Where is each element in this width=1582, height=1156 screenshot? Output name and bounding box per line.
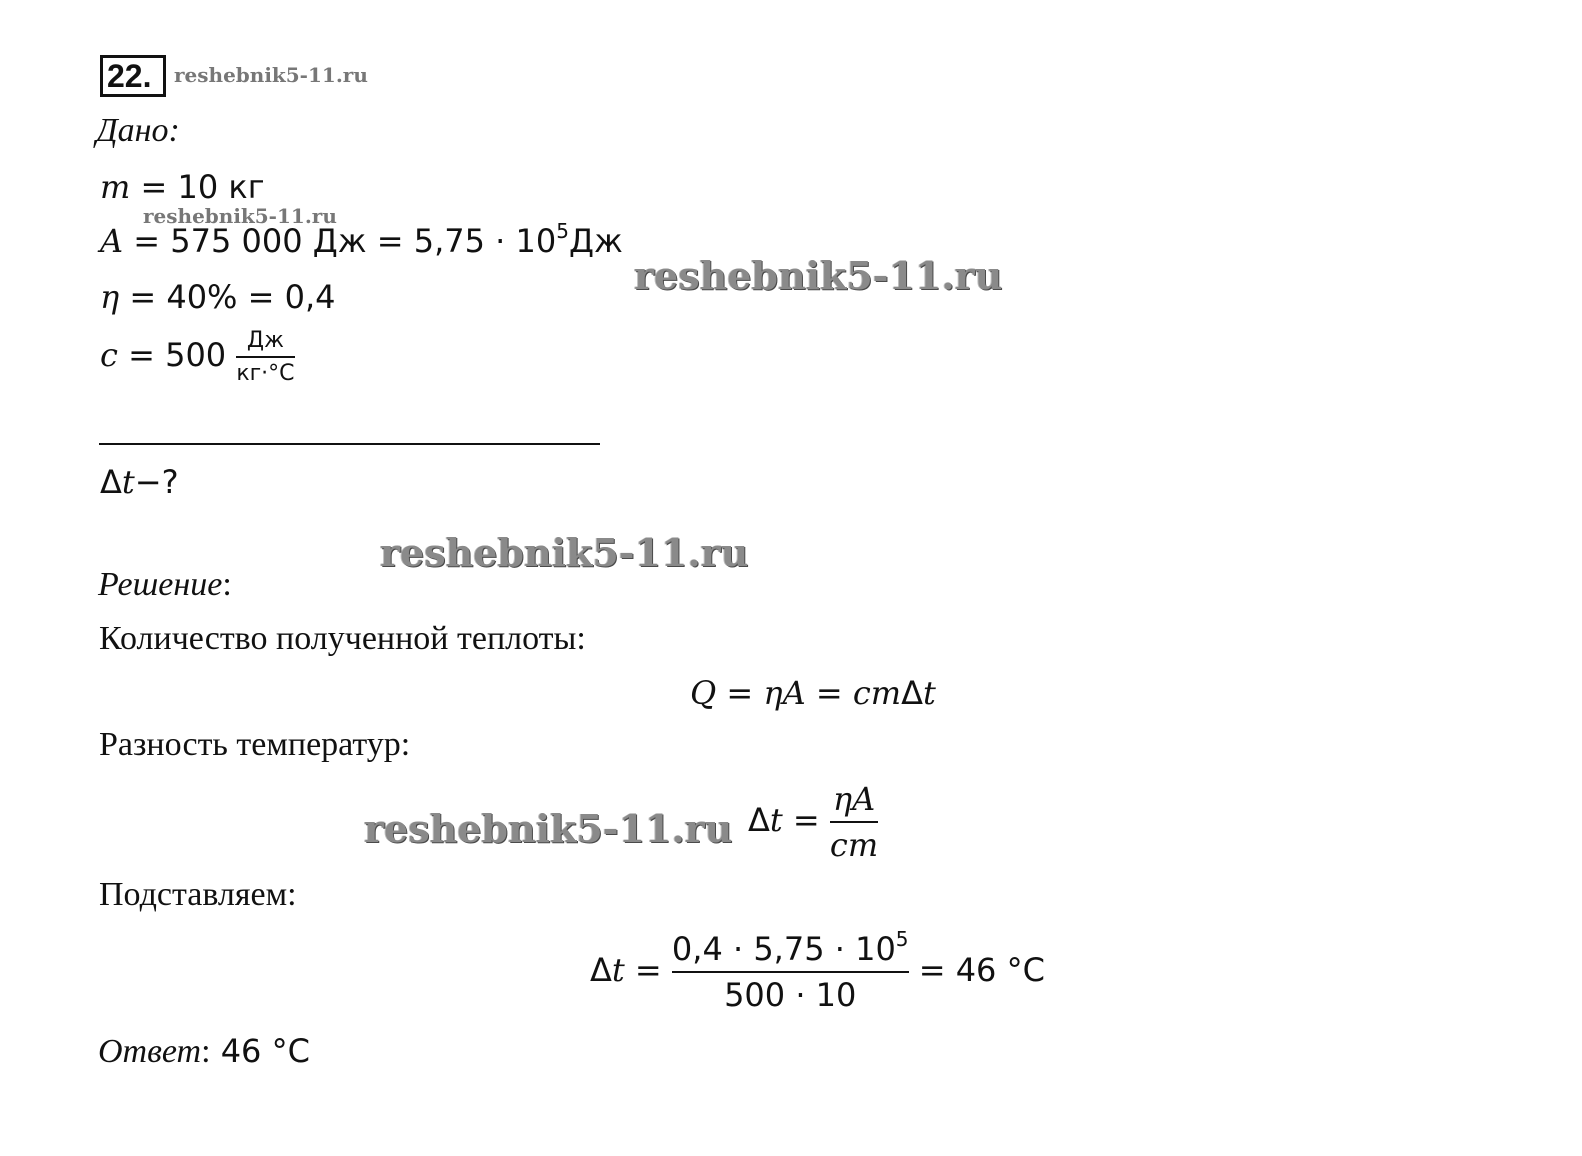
step3-text: Подставляем: — [99, 876, 297, 913]
formula-fraction — [830, 780, 878, 864]
heat-capacity-symbol: c — [100, 336, 118, 374]
fraction-denominator: cm — [829, 826, 879, 864]
step3-formula — [590, 927, 1045, 1014]
find-question: −? — [134, 463, 179, 501]
step2-text: Разность температур: — [99, 726, 411, 763]
step1-formula — [690, 674, 936, 712]
given-efficiency — [100, 278, 336, 316]
formula-result: = 46 °C — [908, 951, 1045, 989]
fraction-bar — [830, 821, 878, 823]
fraction-denominator: 500 · 10 — [724, 976, 857, 1014]
formula-delta: Δ — [590, 951, 612, 989]
formula-q: Q — [690, 674, 717, 712]
numerator-exponent: 5 — [895, 927, 909, 951]
answer-value: 46 °C — [210, 1032, 310, 1070]
answer — [98, 1032, 310, 1071]
step1-text: Количество полученной теплоты: — [99, 620, 586, 657]
formula-eq: = — [782, 801, 830, 839]
given-work — [100, 219, 623, 260]
efficiency-symbol: η — [100, 278, 120, 316]
given-heat-capacity — [100, 328, 295, 386]
fraction-numerator — [671, 927, 909, 968]
find-delta: Δ — [100, 463, 122, 501]
solution-heading-colon: : — [222, 566, 232, 603]
solution-heading — [98, 566, 232, 604]
fraction-bar — [236, 356, 294, 358]
formula-delta: Δ — [748, 801, 770, 839]
formula-t: t — [922, 674, 936, 712]
given-heading: Дано: — [96, 112, 180, 149]
watermark-middle: reshebnik5-11.ru — [380, 530, 749, 575]
mass-symbol: m — [100, 168, 131, 206]
watermark-top: reshebnik5-11.ru — [174, 63, 368, 87]
formula-t: t — [769, 801, 783, 839]
find-symbol: t — [121, 463, 135, 501]
work-value: = 575 000 Дж = 5,75 · 10 — [123, 222, 557, 260]
watermark-right: reshebnik5-11.ru — [634, 253, 1003, 298]
formula-eq: = — [624, 951, 672, 989]
formula-eq: = — [716, 674, 764, 712]
given-divider — [99, 443, 600, 445]
formula-eta-a: ηA — [763, 674, 806, 712]
formula-cm: cm — [852, 674, 902, 712]
work-exponent: 5 — [556, 219, 569, 243]
unit-numerator: Дж — [246, 328, 284, 353]
heat-capacity-value: = 500 — [117, 336, 237, 374]
formula-eq: = — [805, 674, 853, 712]
solution-heading-text: Решение — [98, 566, 223, 603]
formula-t: t — [611, 951, 625, 989]
step2-formula — [748, 780, 878, 864]
heat-capacity-unit — [236, 328, 294, 386]
unit-denominator: кг·°C — [236, 361, 295, 386]
given-mass — [100, 168, 265, 206]
formula-delta: Δ — [901, 674, 923, 712]
fraction-numerator: ηA — [832, 780, 876, 818]
problem-number: 22. — [100, 55, 166, 97]
efficiency-value: = 40% = 0,4 — [119, 278, 336, 316]
work-unit: Дж — [568, 222, 623, 260]
formula-fraction — [671, 927, 909, 1014]
fraction-bar — [672, 971, 909, 973]
find-quantity — [100, 463, 179, 501]
numerator-base: 0,4 · 5,75 · 10 — [671, 930, 896, 968]
answer-label: Ответ — [98, 1033, 202, 1070]
watermark-lower: reshebnik5-11.ru — [364, 806, 733, 851]
watermark-small: reshebnik5-11.ru — [143, 204, 337, 228]
work-symbol: A — [100, 222, 124, 260]
answer-colon: : — [201, 1033, 211, 1070]
mass-value: = 10 кг — [130, 168, 265, 206]
